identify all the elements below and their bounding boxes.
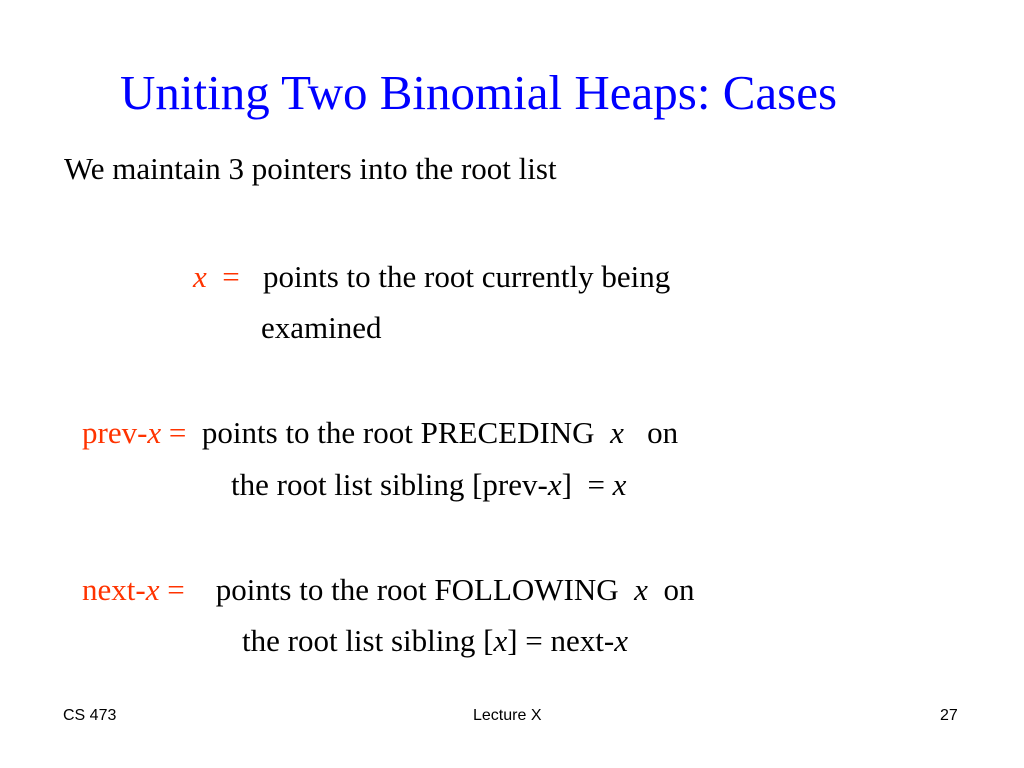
prev-x-var: x [147, 415, 162, 450]
next-x-line2-b: ] = next- [507, 623, 615, 658]
slide-title: Uniting Two Binomial Heaps: Cases [120, 65, 838, 120]
prev-x-desc-b: on [647, 415, 679, 450]
prev-x-prefix: prev- [82, 415, 148, 450]
next-x-definition [82, 574, 694, 605]
next-x-desc-a: points to the root FOLLOWING [215, 572, 619, 607]
next-x-line2-var: x [493, 623, 508, 658]
intro-text: We maintain 3 pointers into the root list [64, 151, 557, 186]
next-x-prefix: next- [82, 572, 146, 607]
prev-x-line2-b: ] [561, 467, 572, 502]
prev-x-line2 [231, 469, 626, 500]
next-x-line2-var2: x [614, 623, 628, 658]
x-term: x [193, 259, 207, 294]
next-x-line2 [242, 625, 628, 656]
prev-x-equals: = [168, 415, 187, 450]
next-x-term [82, 572, 185, 607]
next-x-equals: = [167, 572, 185, 607]
x-equals: = [222, 259, 240, 294]
prev-x-desc-a: points to the root PRECEDING [201, 415, 595, 450]
next-x-desc-var: x [634, 572, 648, 607]
footer-page-number: 27 [940, 707, 958, 724]
prev-x-line2-equals: = [587, 467, 605, 502]
x-definition [193, 261, 670, 292]
next-x-line2-a: the root list sibling [ [242, 623, 494, 658]
prev-x-desc-var: x [610, 415, 624, 450]
prev-x-line2-var2: x [612, 467, 627, 502]
footer-course: CS 473 [63, 707, 117, 724]
x-description-line2: examined [261, 310, 382, 345]
prev-x-definition [82, 417, 678, 448]
next-x-desc-b: on [663, 572, 695, 607]
next-x-var: x [145, 572, 160, 607]
prev-x-line2-var: x [547, 467, 562, 502]
prev-x-term [82, 415, 186, 450]
prev-x-line2-a: the root list sibling [prev- [231, 467, 548, 502]
x-description-line1: points to the root currently being [263, 259, 671, 294]
footer-lecture: Lecture X [473, 707, 542, 724]
